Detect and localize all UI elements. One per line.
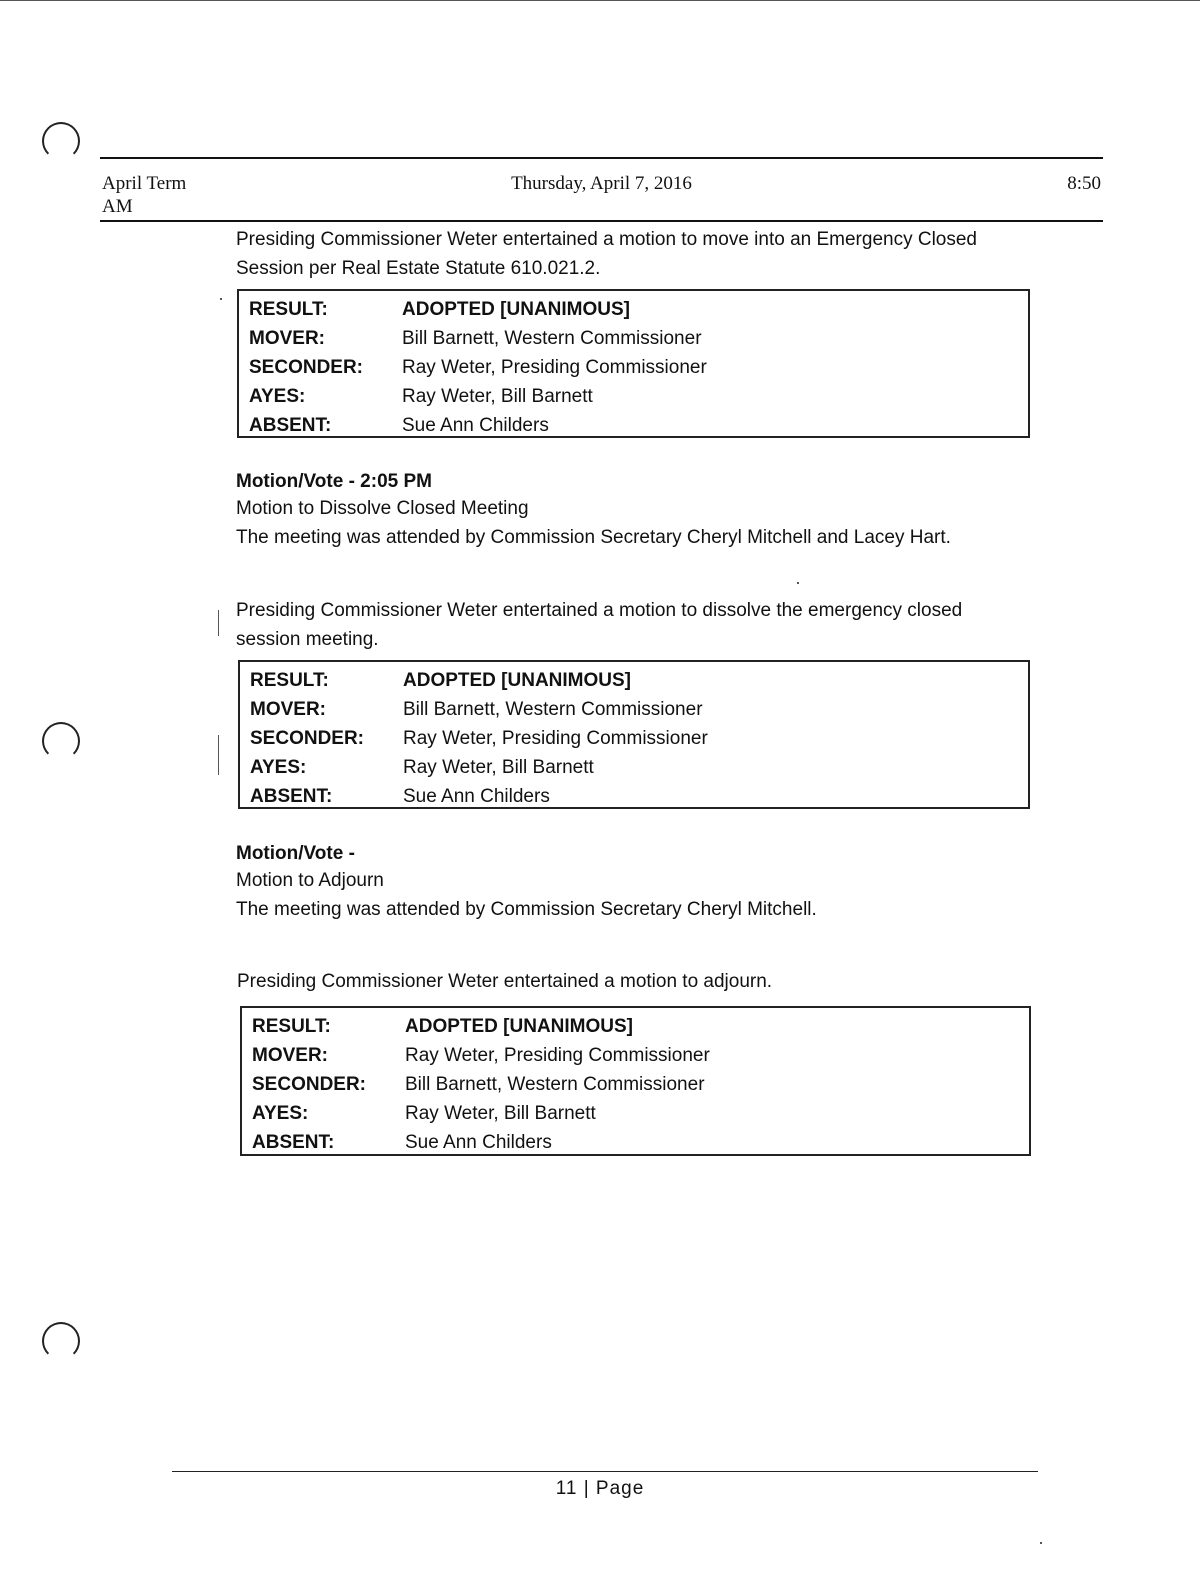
footer-rule (172, 1471, 1038, 1472)
ayes-value: Ray Weter, Bill Barnett (403, 757, 594, 778)
header-term-suffix: AM (102, 196, 133, 217)
vote-row-absent (249, 411, 1028, 440)
seconder-label: SECONDER: (252, 1074, 367, 1095)
section3-heading: Motion/Vote - (236, 843, 355, 864)
mover-label: MOVER: (252, 1045, 328, 1066)
section1-intro-line1: Presiding Commissioner Weter entertained a motion to move into an Emergency Closed (236, 229, 977, 250)
vote-row-ayes (250, 753, 1028, 782)
punch-hole-top (42, 122, 80, 160)
header-top-rule (100, 157, 1103, 159)
absent-label: ABSENT: (250, 786, 333, 807)
seconder-label: SECONDER: (249, 357, 364, 378)
section2-intro-line2: session meeting. (236, 629, 379, 650)
vote-row-absent (252, 1128, 1029, 1157)
scan-speck (218, 735, 219, 775)
section2-title: Motion to Dissolve Closed Meeting (236, 498, 529, 519)
vote-row-ayes (249, 382, 1028, 411)
header-time: 8:50 (1067, 173, 1101, 194)
section2-vote-table (238, 660, 1030, 809)
seconder-value: Bill Barnett, Western Commissioner (405, 1074, 705, 1095)
absent-value: Sue Ann Childers (402, 415, 549, 436)
section1-intro (236, 225, 1056, 283)
ayes-label: AYES: (250, 757, 307, 778)
ayes-label: AYES: (252, 1103, 309, 1124)
vote-row-mover (249, 324, 1028, 353)
result-value: ADOPTED [UNANIMOUS] (405, 1016, 633, 1037)
punch-hole-middle (42, 722, 80, 760)
section1-intro-line2: Session per Real Estate Statute 610.021.2. (236, 258, 601, 279)
section3-intro-line1: Presiding Commissioner Weter entertained a motion to adjourn. (237, 971, 773, 992)
punch-hole-bottom (42, 1322, 80, 1360)
vote-row-result (249, 295, 1028, 324)
header-term-name: April Term (102, 173, 187, 194)
vote-row-result (252, 1012, 1029, 1041)
absent-label: ABSENT: (252, 1132, 335, 1153)
result-value: ADOPTED [UNANIMOUS] (403, 670, 631, 691)
result-label: RESULT: (249, 299, 328, 320)
seconder-label: SECONDER: (250, 728, 365, 749)
section2-body (236, 494, 1056, 552)
vote-row-seconder (250, 724, 1028, 753)
section2-heading: Motion/Vote - 2:05 PM (236, 471, 432, 492)
vote-row-seconder (249, 353, 1028, 382)
section3-intro (237, 967, 1057, 996)
scan-speck (1040, 1542, 1042, 1544)
scan-speck (220, 298, 222, 300)
result-label: RESULT: (252, 1016, 331, 1037)
absent-label: ABSENT: (249, 415, 332, 436)
result-label: RESULT: (250, 670, 329, 691)
page-number: 11 | Page (555, 1478, 645, 1499)
section2-intro (236, 596, 1056, 654)
mover-value: Bill Barnett, Western Commissioner (402, 328, 702, 349)
mover-value: Bill Barnett, Western Commissioner (403, 699, 703, 720)
header-bottom-rule (100, 220, 1103, 222)
vote-row-result (250, 666, 1028, 695)
vote-row-mover (252, 1041, 1029, 1070)
section1-vote-table (237, 289, 1030, 438)
section3-body (236, 866, 1056, 924)
page-top-edge (0, 0, 1200, 1)
ayes-label: AYES: (249, 386, 306, 407)
vote-row-mover (250, 695, 1028, 724)
section2-intro-line1: Presiding Commissioner Weter entertained a motion to dissolve the emergency closed (236, 600, 963, 621)
section3-attendance: The meeting was attended by Commission Secretary Cheryl Mitchell. (236, 899, 817, 920)
section2-attendance: The meeting was attended by Commission Secretary Cheryl Mitchell and Lacey Hart. (236, 527, 951, 548)
vote-row-ayes (252, 1099, 1029, 1128)
seconder-value: Ray Weter, Presiding Commissioner (402, 357, 707, 378)
header-date: Thursday, April 7, 2016 (511, 173, 692, 194)
ayes-value: Ray Weter, Bill Barnett (402, 386, 593, 407)
result-value: ADOPTED [UNANIMOUS] (402, 299, 630, 320)
section3-vote-table (240, 1006, 1031, 1156)
ayes-value: Ray Weter, Bill Barnett (405, 1103, 596, 1124)
mover-label: MOVER: (249, 328, 325, 349)
scan-speck (218, 610, 219, 636)
scan-speck (797, 582, 799, 584)
seconder-value: Ray Weter, Presiding Commissioner (403, 728, 708, 749)
section3-title: Motion to Adjourn (236, 870, 384, 891)
absent-value: Sue Ann Childers (405, 1132, 552, 1153)
page-header (100, 172, 1103, 218)
vote-row-seconder (252, 1070, 1029, 1099)
vote-row-absent (250, 782, 1028, 811)
mover-value: Ray Weter, Presiding Commissioner (405, 1045, 710, 1066)
absent-value: Sue Ann Childers (403, 786, 550, 807)
mover-label: MOVER: (250, 699, 326, 720)
